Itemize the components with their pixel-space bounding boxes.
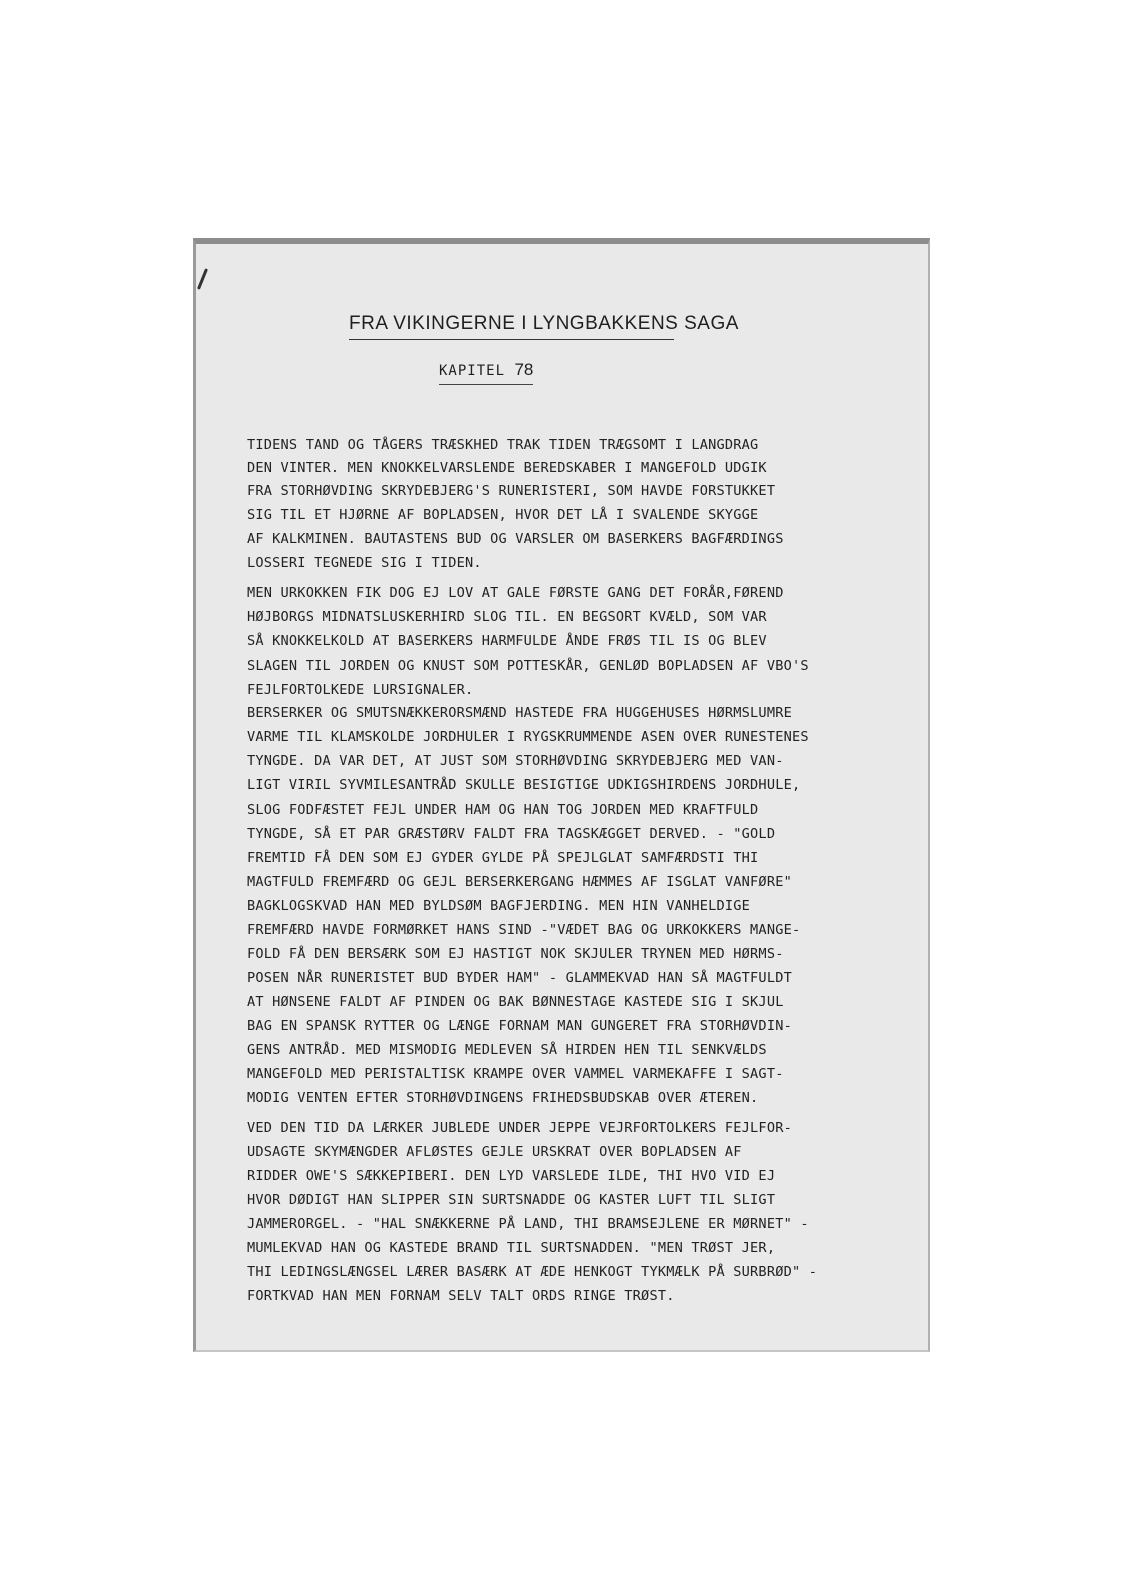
- text-line: LIGT VIRIL SYVMILESANTRÅD SKULLE BESIGTIGE UDKIGSHIRDENS JORDHULE,: [247, 777, 801, 793]
- text-line: AF KALKMINEN. BAUTASTENS BUD OG VARSLER OM BASERKERS BAGFÆRDINGS: [247, 531, 784, 547]
- page-title: FRA VIKINGERNE I LYNGBAKKENS SAGA: [349, 313, 674, 340]
- text-line: JAMMERORGEL. - "HAL SNÆKKERNE PÅ LAND, THI BRAMSEJLENE ER MØRNET" -: [247, 1216, 809, 1232]
- text-line: BERSERKER OG SMUTSNÆKKERORSMÆND HASTEDE FRA HUGGEHUSES HØRMSLUMRE: [247, 705, 792, 721]
- text-line: FRA STORHØVDING SKRYDEBJERG'S RUNERISTERI, SOM HAVDE FORSTUKKET: [247, 483, 776, 499]
- text-line: FEJLFORTOLKEDE LURSIGNALER.: [247, 682, 474, 698]
- text-line: GENS ANTRÅD. MED MISMODIG MEDLEVEN SÅ HIRDEN HEN TIL SENKVÆLDS: [247, 1042, 767, 1058]
- text-line: SIG TIL ET HJØRNE AF BOPLADSEN, HVOR DET LÅ I SVALENDE SKYGGE: [247, 507, 759, 523]
- text-line: AT HØNSENE FALDT AF PINDEN OG BAK BØNNESTAGE KASTEDE SIG I SKJUL: [247, 994, 784, 1010]
- typewritten-page: [193, 238, 930, 1352]
- text-line: HØJBORGS MIDNATSLUSKERHIRD SLOG TIL. EN BEGSORT KVÆLD, SOM VAR: [247, 609, 767, 625]
- text-line: HVOR DØDIGT HAN SLIPPER SIN SURTSNADDE OG KASTER LUFT TIL SLIGT: [247, 1192, 776, 1208]
- text-line: TIDENS TAND OG TÅGERS TRÆSKHED TRAK TIDEN TRÆGSOMT I LANGDRAG: [247, 437, 759, 453]
- text-line: DEN VINTER. MEN KNOKKELVARSLENDE BEREDSKABER I MANGEFOLD UDGIK: [247, 460, 767, 476]
- text-line: MEN URKOKKEN FIK DOG EJ LOV AT GALE FØRSTE GANG DET FORÅR,FØREND: [247, 585, 784, 601]
- text-line: MAGTFULD FREMFÆRD OG GEJL BERSERKERGANG HÆMMES AF ISGLAT VANFØRE": [247, 874, 792, 890]
- text-line: THI LEDINGSLÆNGSEL LÆRER BASÆRK AT ÆDE HENKOGT TYKMÆLK PÅ SURBRØD" -: [247, 1264, 818, 1280]
- text-line: TYNGDE. DA VAR DET, AT JUST SOM STORHØVDING SKRYDEBJERG MED VAN-: [247, 753, 784, 769]
- chapter-number: 78: [514, 360, 534, 379]
- text-line: BAGKLOGSKVAD HAN MED BYLDSØM BAGFJERDING. MEN HIN VANHELDIGE: [247, 898, 751, 914]
- text-line: LOSSERI TEGNEDE SIG I TIDEN.: [247, 555, 482, 571]
- text-line: VARME TIL KLAMSKOLDE JORDHULER I RYGSKRUMMENDE ASEN OVER RUNESTENES: [247, 729, 809, 745]
- text-line: MANGEFOLD MED PERISTALTISK KRAMPE OVER VAMMEL VARMEKAFFE I SAGT-: [247, 1066, 784, 1082]
- text-line: MUMLEKVAD HAN OG KASTEDE BRAND TIL SURTSNADDEN. "MEN TRØST JER,: [247, 1240, 776, 1256]
- text-line: FORTKVAD HAN MEN FORNAM SELV TALT ORDS RINGE TRØST.: [247, 1288, 675, 1304]
- text-line: SLOG FODFÆSTET FEJL UNDER HAM OG HAN TOG JORDEN MED KRAFTFULD: [247, 802, 759, 818]
- text-line: FREMTID FÅ DEN SOM EJ GYDER GYLDE PÅ SPEJLGLAT SAMFÆRDSTI THI: [247, 850, 759, 866]
- chapter-heading: [439, 360, 533, 385]
- text-line: UDSAGTE SKYMÆNGDER AFLØSTES GEJLE URSKRAT OVER BOPLADSEN AF: [247, 1144, 742, 1160]
- text-line: TYNGDE, SÅ ET PAR GRÆSTØRV FALDT FRA TAGSKÆGGET DERVED. - "GOLD: [247, 826, 776, 842]
- text-line: FREMFÆRD HAVDE FORMØRKET HANS SIND -"VÆDET BAG OG URKOKKERS MANGE-: [247, 922, 801, 938]
- chapter-label: KAPITEL: [439, 363, 506, 379]
- text-line: BAG EN SPANSK RYTTER OG LÆNGE FORNAM MAN GUNGERET FRA STORHØVDIN-: [247, 1018, 792, 1034]
- text-line: RIDDER OWE'S SÆKKEPIBERI. DEN LYD VARSLEDE ILDE, THI HVO VID EJ: [247, 1168, 776, 1184]
- text-line: SLAGEN TIL JORDEN OG KNUST SOM POTTESKÅR, GENLØD BOPLADSEN AF VBO'S: [247, 658, 809, 674]
- text-line: VED DEN TID DA LÆRKER JUBLEDE UNDER JEPPE VEJRFORTOLKERS FEJLFOR-: [247, 1120, 792, 1136]
- pen-mark: [197, 268, 208, 290]
- text-line: MODIG VENTEN EFTER STORHØVDINGENS FRIHEDSBUDSKAB OVER ÆTEREN.: [247, 1090, 759, 1106]
- text-line: POSEN NÅR RUNERISTET BUD BYDER HAM" - GLAMMEKVAD HAN SÅ MAGTFULDT: [247, 970, 792, 986]
- text-line: SÅ KNOKKELKOLD AT BASERKERS HARMFULDE ÅNDE FRØS TIL IS OG BLEV: [247, 633, 767, 649]
- text-line: FOLD FÅ DEN BERSÆRK SOM EJ HASTIGT NOK SKJULER TRYNEN MED HØRMS-: [247, 946, 784, 962]
